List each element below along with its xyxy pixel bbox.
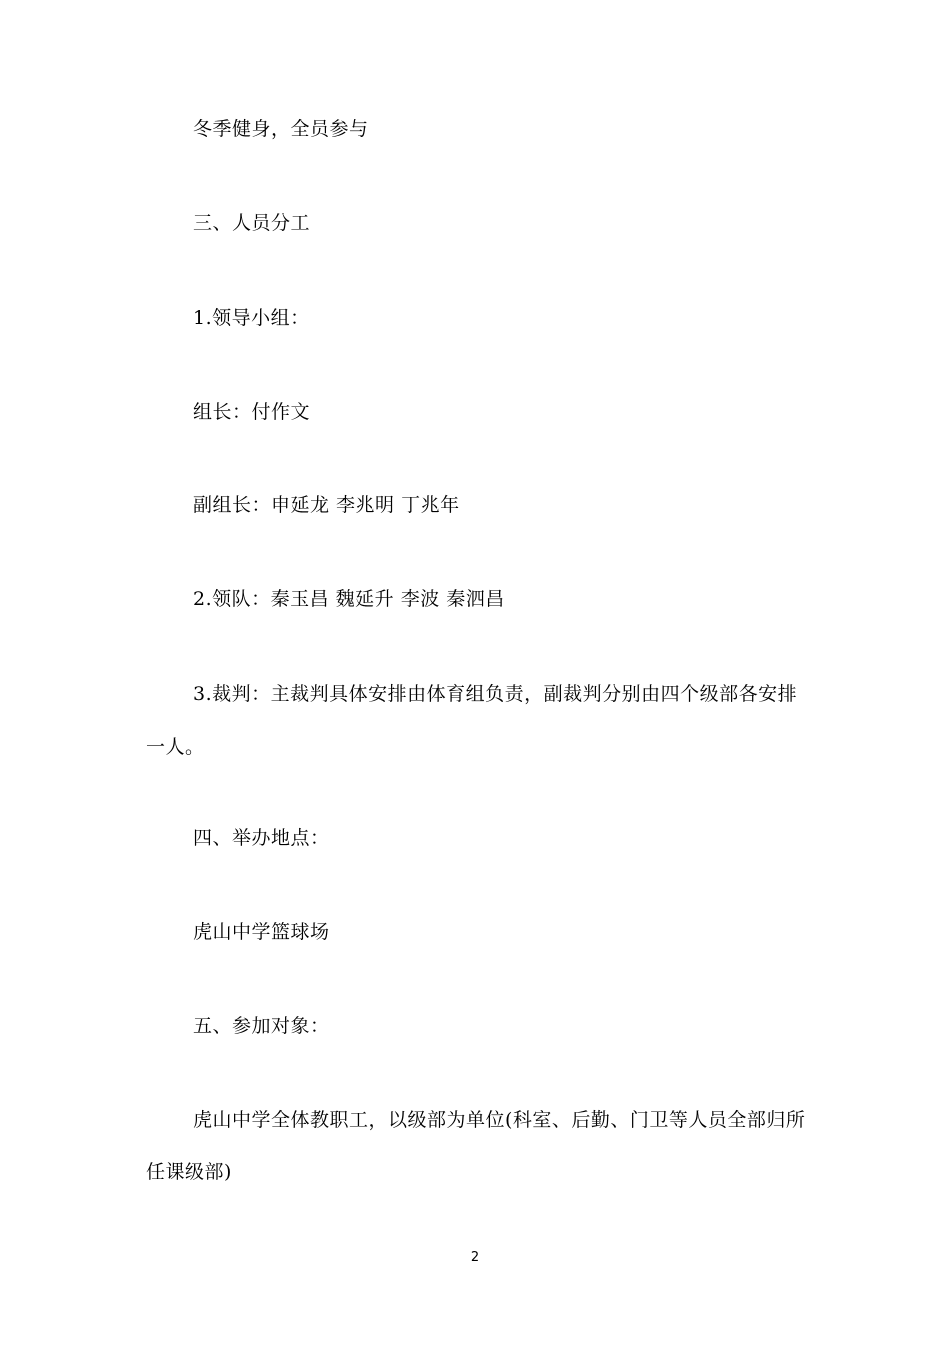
paragraph-deputy-leaders: 副组长：申延龙 李兆明 丁兆年 [193,494,460,516]
paragraph-referees-line2: 一人。 [146,736,205,758]
paragraph-slogan: 冬季健身，全员参与 [193,118,369,140]
paragraph-group-leader: 组长：付作文 [193,401,311,423]
paragraph-referees-line1: 3.裁判：主裁判具体安排由体育组负责，副裁判分别由四个级部各安排 [193,683,798,705]
paragraph-team-leaders: 2.领队：秦玉昌 魏延升 李波 秦泗昌 [193,588,505,610]
paragraph-participants-line2: 任课级部) [146,1161,232,1183]
section-heading-participants: 五、参加对象： [193,1015,330,1037]
page-number: 2 [470,1250,480,1265]
section-heading-staff-division: 三、人员分工 [193,212,311,234]
subheading-leadership-group: 1.领导小组： [193,307,310,329]
paragraph-participants-line1: 虎山中学全体教职工，以级部为单位(科室、后勤、门卫等人员全部归所 [193,1109,806,1131]
section-heading-venue: 四、举办地点： [193,827,330,849]
paragraph-venue: 虎山中学篮球场 [193,921,330,943]
